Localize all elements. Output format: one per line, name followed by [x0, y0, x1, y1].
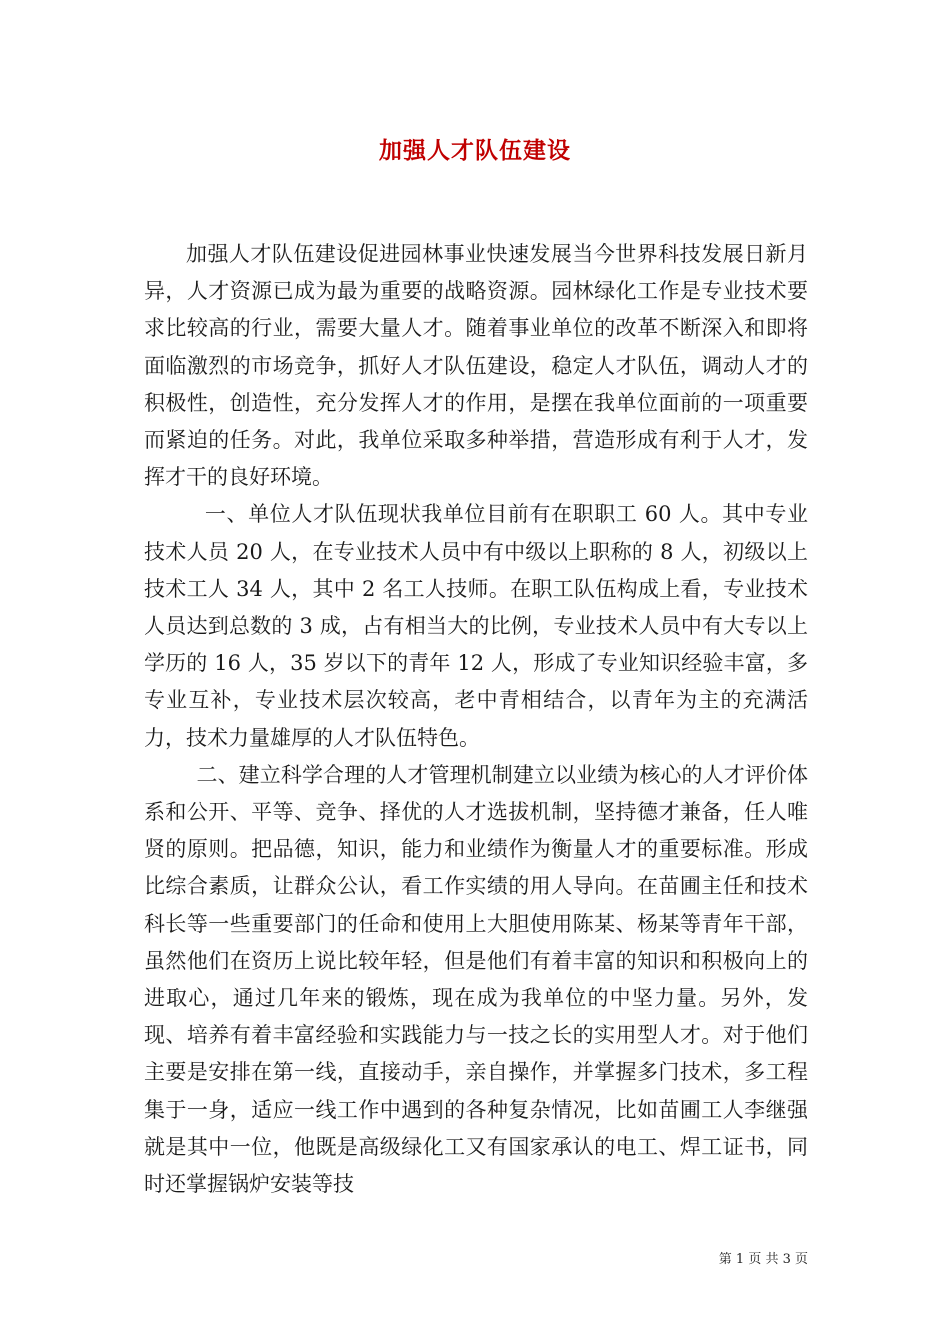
paragraph-section-2: 二、建立科学合理的人才管理机制建立以业绩为核心的人才评价体系和公开、平等、竞争、择优的人才选拔机制，坚持德才兼备，任人唯贤的原则。把品德，知识，能力和业绩作为衡量人才的重要标准。形成比综合素质，让群众公认，看工作实绩的用人导向。在苗圃主任和技术科长等一些重要部门的任命和使用上大胆使用陈某、杨某等青年干部，虽然他们在资历上说比较年轻，但是他们有着丰富的知识和积极向上的进取心，通过几年来的锻炼，现在成为我单位的中坚力量。另外，发现、培养有着丰富经验和实践能力与一技之长的实用型人才。对于他们主要是安排在第一线，直接动手，亲自操作，并掌握多门技术，多工程集于一身，适应一线工作中遇到的各种复杂情况，比如苗圃工人李继强就是其中一位，他既是高级绿化工又有国家承认的电工、焊工证书，同时还掌握锅炉安装等技	[144, 762, 808, 1197]
paragraph-section-1: 一、单位人才队伍现状我单位目前有在职职工 60 人。其中专业技术人员 20 人，在专业技术人员中有中级以上职称的 8 人，初级以上技术工人 34 人，其中 2 名工人技师。在职工队伍构成上看，专业技术人员达到总数的 3 成，占有相当大的比例，专业技术人员中有大专以上学历的 16 人，35 岁以下的青年 12 人，形成了专业知识经验丰富，多专业互补，专业技术层次较高，老中青相结合，以青年为主的充满活力，技术力量雄厚的人才队伍特色。	[144, 502, 808, 750]
paragraph-intro: 加强人才队伍建设促进园林事业快速发展当今世界科技发展日新月异，人才资源已成为最为重要的战略资源。园林绿化工作是专业技术要求比较高的行业，需要大量人才。随着事业单位的改革不断深入和即将面临激烈的市场竞争，抓好人才队伍建设，稳定人才队伍，调动人才的积极性，创造性，充分发挥人才的作用，是摆在我单位面前的一项重要而紧迫的任务。对此，我单位采取多种举措，营造形成有利于人才，发挥才干的良好环境。	[144, 242, 808, 490]
document-body	[144, 236, 808, 1203]
page-title: 加强人才队伍建设	[379, 137, 571, 164]
page-number: 第 1 页 共 3 页	[718, 1252, 808, 1267]
